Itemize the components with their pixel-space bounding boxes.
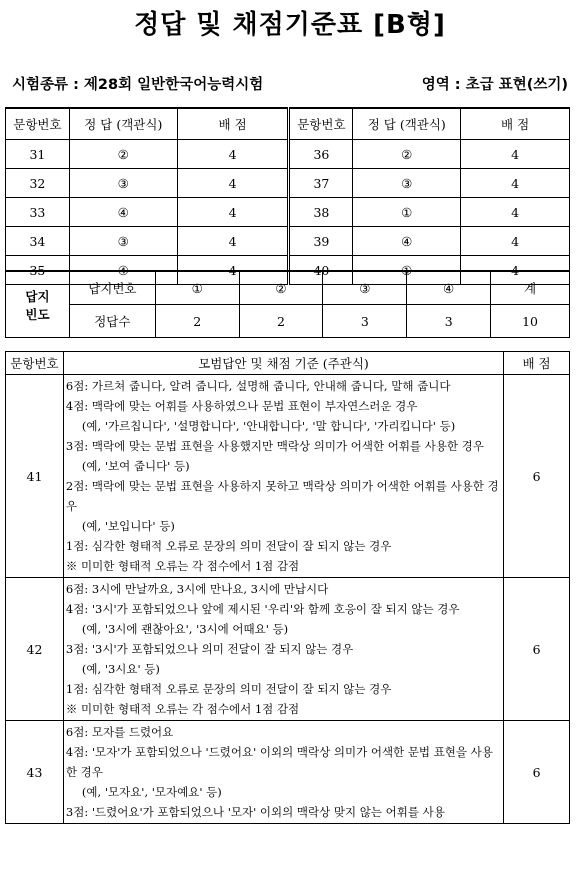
question-number: 39 [289,227,353,256]
table-row [6,198,570,227]
rubric-header [6,352,570,375]
question-number: 32 [6,169,70,198]
rubric-number: 41 [6,375,64,578]
frequency-cell: 3 [323,305,407,338]
answer-table-header [6,108,570,140]
exam-type: 시험종류 : 제28회 일반한국어능력시험 [12,77,264,93]
answer-cell: ③ [69,227,177,256]
rubric-line: 3점: '드렸어요'가 포함되었으나 '모자' 이외의 맥락상 맞지 않는 어휘를 사용 [65,805,445,819]
rubric-line: 6점: 모자를 드렸어요 [65,725,174,739]
rubric-row [6,578,570,721]
table-row [6,140,570,169]
points-cell: 4 [461,256,570,285]
answer-table [5,107,570,285]
rubric-criteria [63,375,503,578]
rubric-line: 3점: '3시'가 포함되었으나 의미 전달이 잘 되지 않는 경우 [65,642,354,656]
frequency-cell: ④ [407,271,491,305]
question-number: 33 [6,198,70,227]
answer-cell: ③ [69,169,177,198]
rubric-line: 4점: '모자'가 포함되었으나 '드렸어요' 이외의 맥락상 의미가 어색한 문법 표현을 사용한 경우 [65,745,493,779]
frequency-cell: ③ [323,271,407,305]
rubric-line: 3점: 맥락에 맞는 문법 표현을 사용했지만 맥락상 의미가 어색한 어휘를 사용한 경우 [65,439,484,453]
rubric-table [5,351,570,824]
question-number: 35 [6,256,70,285]
table-row [6,227,570,256]
points-cell: 4 [177,198,289,227]
rubric-line: 1점: 심각한 형태적 오류로 문장의 의미 전달이 잘 되지 않는 경우 [65,539,392,553]
rubric-criteria [63,721,503,824]
rubric-line: ※ 미미한 형태적 오류는 각 점수에서 1점 감점 [65,702,300,716]
frequency-cell: 2 [239,305,323,338]
header-number-2: 문항번호 [289,108,353,140]
rubric-header-number: 문항번호 [6,352,64,375]
rubric-line: (예, '보입니다' 등) [81,519,175,533]
rubric-line: (예, '가르칩니다', '설명합니다', '안내합니다', '말 합니다', '가리킵니다' 등) [81,419,456,433]
answer-cell: ④ [353,227,461,256]
rubric-points: 6 [504,578,570,721]
question-number: 34 [6,227,70,256]
points-cell: 4 [177,169,289,198]
frequency-cell: 2 [155,305,239,338]
table-row [6,169,570,198]
rubric-line: (예, '모자요', '모자예요' 등) [81,785,222,799]
answer-cell: ② [353,140,461,169]
frequency-cell: 답지번호 [69,271,155,305]
rubric-line: 4점: '3시'가 포함되었으나 앞에 제시된 '우리'와 함께 호응이 잘 되지 않는 경우 [65,602,460,616]
rubric-line: 1점: 심각한 형태적 오류로 문장의 의미 전달이 잘 되지 않는 경우 [65,682,392,696]
points-cell: 4 [177,256,289,285]
frequency-table [5,270,570,338]
points-cell: 4 [177,227,289,256]
rubric-criteria [63,578,503,721]
rubric-line: (예, '3시요' 등) [81,662,160,676]
frequency-cell: 3 [407,305,491,338]
frequency-row-options [6,271,570,305]
rubric-number: 42 [6,578,64,721]
frequency-cell: 10 [491,305,570,338]
exam-meta [12,73,568,95]
points-cell: 4 [461,227,570,256]
points-cell: 4 [177,140,289,169]
page-title: 정답 및 채점기준표 [B형] [134,10,446,40]
answer-cell: ④ [69,256,177,285]
question-number: 38 [289,198,353,227]
rubric-line: 2점: 맥락에 맞는 문법 표현을 사용하지 못하고 맥락상 의미가 어색한 어휘를 사용한 경우 [65,479,499,513]
rubric-line: ※ 미미한 형태적 오류는 각 점수에서 1점 감점 [65,559,300,573]
header-points-2: 배 점 [461,108,570,140]
frequency-cell: ② [239,271,323,305]
rubric-line: 6점: 가르쳐 줍니다, 알려 줍니다, 설명해 줍니다, 안내해 줍니다, 말해 줍니다 [65,379,451,393]
frequency-cell: 계 [491,271,570,305]
rubric-line: (예, '보여 줍니다' 등) [81,459,190,473]
rubric-line: 6점: 3시에 만날까요, 3시에 만나요, 3시에 만납시다 [65,582,329,596]
answer-cell: ③ [353,169,461,198]
rubric-row [6,721,570,824]
question-number: 36 [289,140,353,169]
rubric-line: 4점: 맥락에 맞는 어휘를 사용하였으나 문법 표현이 부자연스러운 경우 [65,399,418,413]
header-number: 문항번호 [6,108,70,140]
rubric-header-criteria: 모범답안 및 채점 기준 (주관식) [63,352,503,375]
question-number: 37 [289,169,353,198]
frequency-cell: 정답수 [69,305,155,338]
question-number: 40 [289,256,353,285]
points-cell: 4 [461,169,570,198]
header-answer: 정 답 (객관식) [69,108,177,140]
answer-cell: ② [69,140,177,169]
rubric-row [6,375,570,578]
answer-cell: ① [353,198,461,227]
rubric-line: (예, '3시에 괜찮아요', '3시에 어때요' 등) [81,622,289,636]
answer-cell: ① [353,256,461,285]
header-answer-2: 정 답 (객관식) [353,108,461,140]
answer-cell: ④ [69,198,177,227]
header-points: 배 점 [177,108,289,140]
rubric-points: 6 [504,375,570,578]
exam-area: 영역 : 초급 표현(쓰기) [421,77,568,93]
points-cell: 4 [461,140,570,169]
points-cell: 4 [461,198,570,227]
question-number: 31 [6,140,70,169]
rubric-header-points: 배 점 [504,352,570,375]
frequency-cell: ① [155,271,239,305]
frequency-label: 답지 빈도 [6,271,70,338]
rubric-number: 43 [6,721,64,824]
rubric-points: 6 [504,721,570,824]
frequency-row-counts [6,305,570,338]
